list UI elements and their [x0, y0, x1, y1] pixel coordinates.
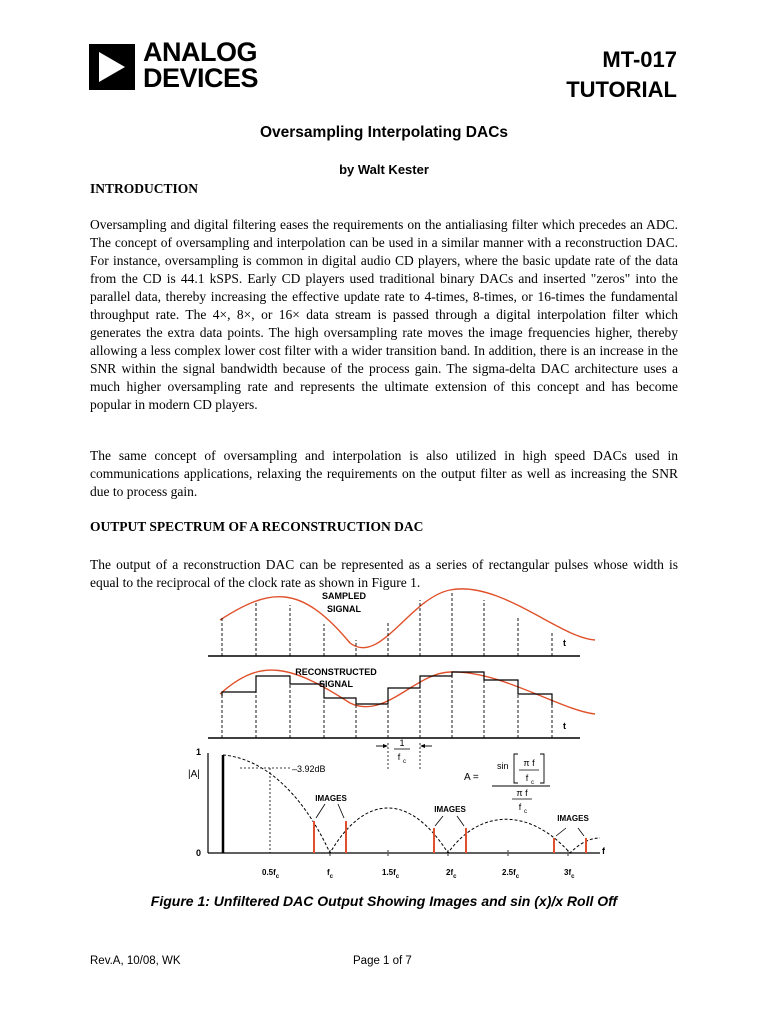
formula-inner-subscript: c: [531, 780, 534, 786]
x-tick-5: $3f_c$: [564, 868, 575, 880]
reconstructed-t-label: t: [563, 721, 566, 731]
formula-outer-denominator: f: [518, 802, 522, 812]
author-line: by Walt Kester: [339, 162, 429, 177]
y-axis-top-label: 1: [196, 747, 202, 757]
x-tick-3: $2f_c$: [446, 868, 457, 880]
pulse-width-annotation: [376, 738, 432, 770]
formula-outer-numerator: π f: [516, 788, 528, 798]
footer-revision: Rev.A, 10/08, WK: [90, 955, 181, 967]
images-label-2: IMAGES: [434, 805, 466, 814]
doc-type: TUTORIAL: [566, 77, 677, 102]
intro-heading: INTRODUCTION: [90, 181, 199, 196]
output-paragraph-1: The output of a reconstruction DAC can be represented as a series of rectangular pulses whose width is equal to the reciprocal of the clock rate as shown in Figure 1.: [90, 557, 678, 590]
intro-paragraph-1: Oversampling and digital filtering eases the requirements on the antialiasing filter which precedes an ADC. The concept of oversampling and interpolation can be used in a similar manner with a reconstruction DAC. For instance, oversampling is common in digital audio CD players, where the basic update rate of the data from the CD is 44.1 kSPS. Early CD players used traditional binary DACs and inserted "zeros" into the parallel data, thereby increasing the effective update rate to 4-times, 8-times, or 16-times the fundamental throughput rate. The 4×, 8×, or 16× data stream is passed through a digital interpolation filter which generates the extra data points. The high oversampling rate moves the image frequencies higher, thereby allowing a less complex lower cost filter with a wider transition band. In addition, there is an increase in the SNR within the signal bandwidth because of the process gain. The sigma-delta DAC architecture uses a much higher oversampling rate and represents the ultimate extension of this concept and has become popular in modern CD players.: [90, 217, 678, 412]
spectrum-panel: [188, 747, 606, 880]
x-tick-labels: [262, 868, 575, 880]
formula-lhs: A =: [464, 772, 479, 783]
formula-sin: sin: [497, 761, 509, 771]
y-axis-bottom-label: 0: [196, 848, 202, 858]
formula-outer-subscript: c: [524, 809, 527, 815]
document-code: [566, 45, 677, 105]
sinc-formula: [464, 754, 550, 815]
images-label-3: IMAGES: [557, 814, 589, 823]
intro-paragraph-2: The same concept of oversampling and interpolation is also utilized in high speed DACs used in communications applications, relaxing the requirements on the output filter as well as increasing the SNR due to process gain.: [90, 448, 678, 499]
analog-devices-logo-icon: [89, 44, 135, 90]
reconstructed-label-2: SIGNAL: [318, 679, 354, 689]
sinc-envelope: [223, 755, 600, 853]
staircase-output: [222, 672, 552, 705]
page-title: Oversampling Interpolating DACs: [259, 124, 509, 141]
sampled-label-1: SAMPLED: [321, 591, 367, 601]
doc-number: MT-017: [602, 47, 677, 72]
logo-line-1: ANALOG: [143, 37, 257, 67]
sampled-signal-panel: [208, 589, 595, 656]
reconstructed-signal-curve: [220, 670, 595, 714]
company-logo-text: [143, 39, 258, 91]
figure-1: [180, 588, 620, 888]
sample-lines: [222, 591, 552, 656]
pulse-width-numerator: 1: [399, 738, 405, 748]
logo-line-2: DEVICES: [143, 63, 259, 93]
db-annotation: –3.92dB: [292, 764, 326, 774]
formula-inner-numerator: π f: [523, 758, 535, 768]
figure-1-diagram: [180, 588, 620, 883]
x-tick-2: $1.5f_c$: [382, 868, 400, 880]
formula-inner-denominator: f: [525, 773, 529, 783]
sampled-t-label: t: [563, 638, 566, 648]
sampled-label-2: SIGNAL: [326, 604, 362, 614]
figure-caption: Figure 1: Unfiltered DAC Output Showing Images and sin (x)/x Roll Off: [150, 893, 618, 909]
frequency-axis-label: f: [602, 846, 605, 856]
y-axis-label: |A|: [188, 769, 200, 780]
reconstructed-label-1: RECONSTRUCTED: [295, 667, 377, 677]
sampled-signal-curve: [220, 589, 595, 648]
x-tick-1: $f_c$: [327, 868, 334, 880]
x-tick-0: $0.5f_c$: [262, 868, 280, 880]
reconstructed-signal-panel: [208, 667, 595, 738]
pulse-width-subscript: c: [403, 759, 406, 765]
output-spectrum-heading: OUTPUT SPECTRUM OF A RECONSTRUCTION DAC: [90, 519, 424, 534]
x-tick-4: $2.5f_c$: [502, 868, 520, 880]
pulse-width-denominator: f: [397, 752, 401, 762]
images-label-1: IMAGES: [315, 794, 347, 803]
image-lines: [314, 821, 586, 853]
footer-page-number: Page 1 of 7: [353, 955, 412, 967]
